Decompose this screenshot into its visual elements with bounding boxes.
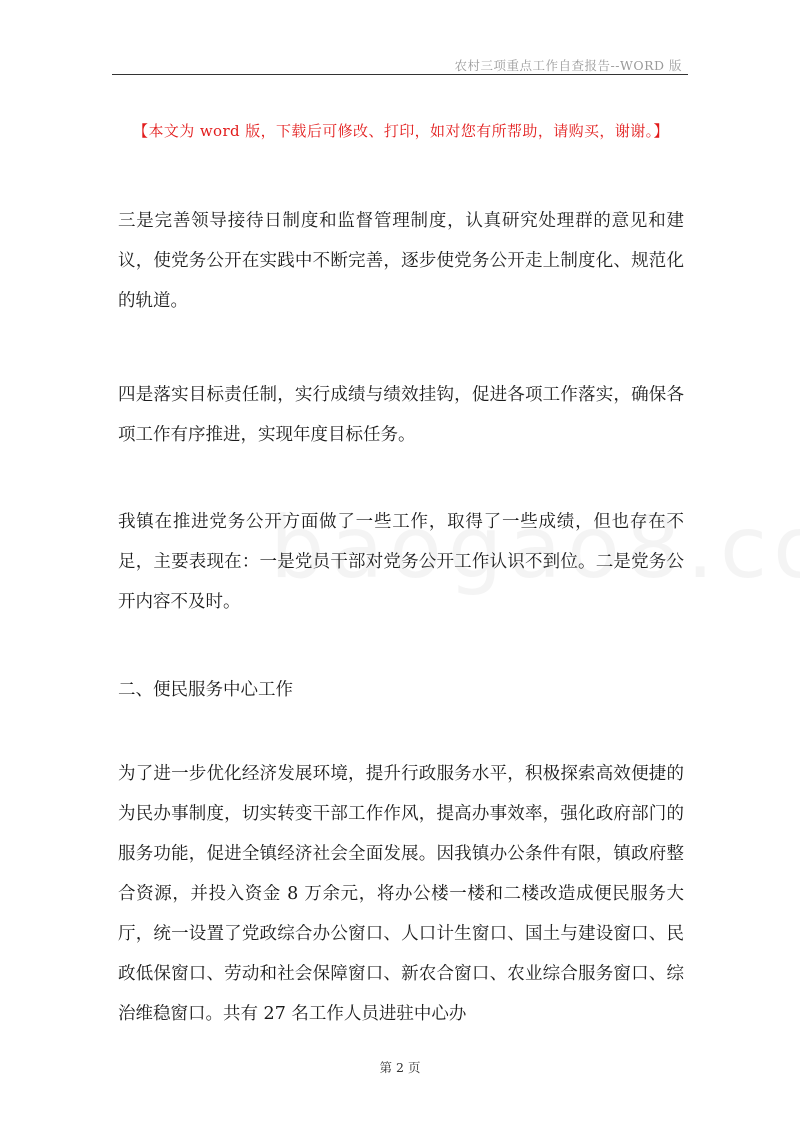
page-header-title: 农村三项重点工作自查报告--WORD 版 (454, 58, 682, 73)
paragraph-3: 我镇在推进党务公开方面做了一些工作，取得了一些成绩，但也存在不足，主要表现在：一是党员干部对党务公开工作认识不到位。二是党务公开内容不及时。 (118, 512, 684, 612)
document-notice: 【本文为 word 版，下载后可修改、打印，如对您有所帮助，请购买，谢谢。】 (133, 122, 669, 140)
section-heading: 二、便民服务中心工作 (118, 680, 293, 700)
page-number: 第 2 页 (379, 1060, 421, 1075)
paragraph-5: 为了进一步优化经济发展环境，提升行政服务水平，积极探索高效便捷的为民办事制度，切实转变干部工作作风，提高办事效率，强化政府部门的服务功能，促进全镇经济社会全面发展。因我镇办公条件有限，镇政府整合资源，并投入资金 8 万余元，将办公楼一楼和二楼改造成便民服务大厅，统一设置了党政综合办公窗口、人口计生窗口、国土与建设窗口、民政低保窗口、劳动和社会保障窗口、新农合窗口、农业综合服务窗口、综治维稳窗口。共有 27 名工作人员进驻中心办 (118, 764, 684, 1024)
paragraph-2: 四是落实目标责任制，实行成绩与绩效挂钩，促进各项工作落实，确保各项工作有序推进，实现年度目标任务。 (118, 385, 684, 445)
header-divider (112, 74, 688, 75)
paragraph-1: 三是完善领导接待日制度和监督管理制度，认真研究处理群的意见和建议，使党务公开在实践中不断完善，逐步使党务公开走上制度化、规范化的轨道。 (118, 211, 684, 311)
